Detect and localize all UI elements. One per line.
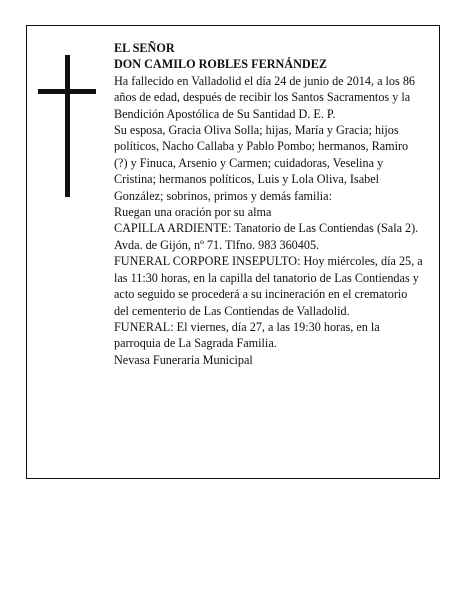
family-list: Su esposa, Gracia Oliva Solla; hijas, María y Gracia; hijos políticos, Nacho Callaba y Pablo Pombo; hermanos, Ramiro (?) y Finuca, Arsenio y Carmen; cuidadoras, Veselina y Cristina; hermanos políticos, Luis y Lola Oliva, Isabel González; sobrinos, primos y demás familia: [114, 123, 409, 203]
obituary-text [114, 40, 424, 368]
funeral-corpore-insepulto-info: FUNERAL CORPORE INSEPULTO: Hoy miércoles, día 25, a las 11:30 horas, en la capilla del tanatorio de Las Contiendas y acto seguido se procederá a su incineración en el crematorio del cementerio de Las Contiendas de Valladolid. [114, 254, 423, 318]
funeral-home-name: Nevasa Funeraria Municipal [114, 352, 253, 367]
death-announcement: Ha fallecido en Valladolid el día 24 de junio de 2014, a los 86 años de edad, después de recibir los Santos Sacramentos y la Bendición Apostólica de Su Santidad D. E. P. [114, 73, 416, 121]
chapel-info: CAPILLA ARDIENTE: Tanatorio de Las Contiendas (Sala 2). Avda. de Gijón, nº 71. Tlfno. 983 360405. [114, 221, 419, 252]
deceased-name: DON CAMILO ROBLES FERNÁNDEZ [114, 57, 327, 72]
cross-vertical-bar [65, 55, 70, 197]
prayer-request: Ruegan una oración por su alma [114, 205, 272, 220]
funeral-info: FUNERAL: El viernes, día 27, a las 19:30 horas, en la parroquia de La Sagrada Familia. [114, 319, 380, 351]
title-line: EL SEÑOR [114, 41, 175, 55]
cross-icon [38, 55, 96, 197]
cross-horizontal-bar [38, 89, 96, 94]
